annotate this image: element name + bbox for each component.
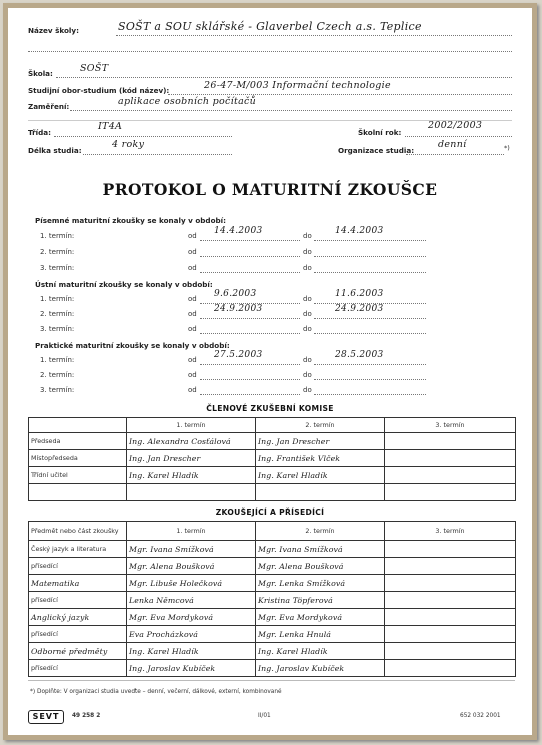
- do-value: 11.6.2003: [335, 289, 384, 299]
- date-line: [314, 394, 426, 395]
- date-line: [200, 379, 300, 380]
- name-cell: Ing. Karel Hladík: [127, 643, 256, 660]
- zamereni-line: [70, 110, 512, 111]
- name-cell: [385, 575, 516, 592]
- name-cell: Ing. Jaroslav Kubíček: [127, 660, 256, 677]
- subject-cell: Český jazyk a literatura: [29, 541, 127, 558]
- rok-value: 2002/2003: [428, 120, 483, 131]
- table-row: [29, 558, 516, 575]
- table-row: [29, 433, 516, 450]
- date-line: [314, 364, 426, 365]
- od-label: od: [188, 325, 197, 333]
- name-cell: Ing. Jan Drescher: [127, 450, 256, 467]
- do-label: do: [303, 386, 312, 394]
- table-header-cell: Předmět nebo část zkoušky: [29, 522, 127, 541]
- period-title-pisemne: Písemné maturitní zkoušky se konaly v období:: [35, 216, 226, 225]
- trida-line: [54, 136, 232, 137]
- name-cell: [127, 484, 256, 501]
- name-cell: [385, 660, 516, 677]
- table-row: [29, 541, 516, 558]
- date-line: [314, 333, 426, 334]
- name-cell: Mgr. Alena Boušková: [127, 558, 256, 575]
- name-cell: Ing. František Vlček: [256, 450, 385, 467]
- school-line-2: [28, 51, 512, 52]
- table-row: [29, 467, 516, 484]
- name-cell: [385, 450, 516, 467]
- skola-line: [56, 77, 512, 78]
- form-code-right: 652 032 2001: [460, 713, 501, 719]
- name-cell: Ing. Karel Hladík: [256, 643, 385, 660]
- date-line: [200, 394, 300, 395]
- name-cell: Mgr. Alena Boušková: [256, 558, 385, 575]
- organizace-label: Organizace studia:: [338, 146, 415, 155]
- name-cell: [385, 558, 516, 575]
- date-line: [200, 240, 300, 241]
- name-cell: [256, 484, 385, 501]
- date-line: [200, 272, 300, 273]
- do-label: do: [303, 356, 312, 364]
- protocol-page: [8, 8, 532, 735]
- table-header-cell: 3. termín: [385, 418, 516, 433]
- obor-value: 26-47-M/003 Informační technologie: [204, 80, 391, 91]
- komise-title: ČLENOVÉ ZKUŠEBNÍ KOMISE: [206, 404, 334, 413]
- do-label: do: [303, 232, 312, 240]
- school-label: Název školy:: [28, 26, 79, 35]
- obor-label: Studijní obor-studium (kód název):: [28, 86, 170, 95]
- name-cell: Kristina Töpferová: [256, 592, 385, 609]
- do-label: do: [303, 264, 312, 272]
- period-label: 1. termín:: [40, 295, 75, 303]
- school-value: SOŠT a SOU sklářské - Glaverbel Czech a.s. Teplice: [118, 20, 422, 33]
- table-header-cell: 2. termín: [256, 418, 385, 433]
- od-value: 14.4.2003: [214, 226, 263, 236]
- period-label: 1. termín:: [40, 232, 75, 240]
- subject-cell: Odborné předměty: [29, 643, 127, 660]
- period-label: 3. termín:: [40, 325, 75, 333]
- organizace-value: denní: [438, 139, 467, 150]
- role-cell: Místopředseda: [29, 450, 127, 467]
- table-header-cell: [29, 418, 127, 433]
- table-row: [29, 592, 516, 609]
- form-code-left: 49 258 2: [72, 713, 101, 719]
- do-value: 24.9.2003: [335, 304, 384, 314]
- rok-label: Školní rok:: [358, 128, 402, 137]
- organizace-mark: *): [504, 144, 510, 152]
- date-line: [314, 272, 426, 273]
- do-value: 14.4.2003: [335, 226, 384, 236]
- skola-label: Škola:: [28, 69, 53, 78]
- period-label: 3. termín:: [40, 264, 75, 272]
- period-label: 2. termín:: [40, 248, 75, 256]
- role-cell: Předseda: [29, 433, 127, 450]
- subject-cell: Anglický jazyk: [29, 609, 127, 626]
- name-cell: Mgr. Eva Mordyková: [127, 609, 256, 626]
- name-cell: Ing. Karel Hladík: [256, 467, 385, 484]
- date-line: [314, 379, 426, 380]
- name-cell: [385, 643, 516, 660]
- subject-cell: přísedící: [29, 626, 127, 643]
- date-line: [314, 240, 426, 241]
- name-cell: Mgr. Lenka Smížková: [256, 575, 385, 592]
- od-label: od: [188, 232, 197, 240]
- rok-line: [405, 136, 512, 137]
- delka-value: 4 roky: [112, 139, 145, 150]
- date-line: [200, 333, 300, 334]
- period-label: 2. termín:: [40, 310, 75, 318]
- page-title: PROTOKOL O MATURITNÍ ZKOUŠCE: [102, 180, 438, 199]
- name-cell: [385, 626, 516, 643]
- od-label: od: [188, 295, 197, 303]
- delka-line: [83, 154, 232, 155]
- name-cell: Mgr. Lenka Hnulá: [256, 626, 385, 643]
- name-cell: Ing. Alexandra Cosťálová: [127, 433, 256, 450]
- do-label: do: [303, 371, 312, 379]
- date-line: [200, 318, 300, 319]
- name-cell: Ing. Jaroslav Kubíček: [256, 660, 385, 677]
- od-label: od: [188, 248, 197, 256]
- name-cell: [385, 484, 516, 501]
- do-value: 28.5.2003: [335, 350, 384, 360]
- table-row: [29, 609, 516, 626]
- date-line: [200, 256, 300, 257]
- footnote: *) Doplňte: V organizaci studia uveďte – denní, večerní, dálkové, externí, kombinované: [30, 689, 282, 695]
- komise-table: [28, 417, 516, 501]
- date-line: [314, 318, 426, 319]
- delka-label: Délka studia:: [28, 146, 82, 155]
- od-label: od: [188, 356, 197, 364]
- od-value: 24.9.2003: [214, 304, 263, 314]
- table-header-row: [29, 522, 516, 541]
- page-number: II/01: [258, 713, 271, 719]
- name-cell: [385, 592, 516, 609]
- table-row: [29, 643, 516, 660]
- sevt-logo: SEVT: [28, 710, 64, 724]
- table-row: [29, 450, 516, 467]
- do-label: do: [303, 325, 312, 333]
- footer-divider: [28, 680, 515, 681]
- period-label: 2. termín:: [40, 371, 75, 379]
- header-divider: [28, 120, 512, 121]
- name-cell: Mgr. Eva Mordyková: [256, 609, 385, 626]
- name-cell: Ing. Karel Hladík: [127, 467, 256, 484]
- table-row: [29, 626, 516, 643]
- table-row: [29, 484, 516, 501]
- table-header-row: [29, 418, 516, 433]
- zamereni-label: Zaměření:: [28, 102, 70, 111]
- zamereni-value: aplikace osobních počítačů: [118, 96, 257, 107]
- od-label: od: [188, 264, 197, 272]
- obor-line: [168, 94, 512, 95]
- skola-value: SOŠT: [80, 63, 109, 74]
- name-cell: Lenka Němcová: [127, 592, 256, 609]
- period-title-ustni: Ústní maturitní zkoušky se konaly v období:: [35, 280, 213, 289]
- name-cell: Eva Procházková: [127, 626, 256, 643]
- period-title-prakticke: Praktické maturitní zkoušky se konaly v období:: [35, 341, 230, 350]
- od-label: od: [188, 310, 197, 318]
- role-cell: [29, 484, 127, 501]
- period-label: 3. termín:: [40, 386, 75, 394]
- date-line: [314, 256, 426, 257]
- name-cell: Mgr. Libuše Holečková: [127, 575, 256, 592]
- table-header-cell: 3. termín: [385, 522, 516, 541]
- table-header-cell: 1. termín: [127, 418, 256, 433]
- date-line: [200, 364, 300, 365]
- subject-cell: přísedící: [29, 660, 127, 677]
- do-label: do: [303, 295, 312, 303]
- name-cell: Mgr. Ivana Smížková: [256, 541, 385, 558]
- role-cell: Třídní učitel: [29, 467, 127, 484]
- od-value: 27.5.2003: [214, 350, 263, 360]
- name-cell: [385, 467, 516, 484]
- subject-cell: přísedící: [29, 558, 127, 575]
- school-line: [116, 35, 512, 36]
- name-cell: [385, 609, 516, 626]
- name-cell: Mgr. Ivana Smížková: [127, 541, 256, 558]
- table-row: [29, 575, 516, 592]
- do-label: do: [303, 248, 312, 256]
- trida-value: IT4A: [98, 121, 123, 132]
- od-label: od: [188, 371, 197, 379]
- od-value: 9.6.2003: [214, 289, 257, 299]
- table-row: [29, 660, 516, 677]
- zkousejici-title: ZKOUŠEJÍCÍ A PŘÍSEDÍCÍ: [215, 508, 325, 517]
- trida-label: Třída:: [28, 128, 51, 137]
- subject-cell: Matematika: [29, 575, 127, 592]
- period-label: 1. termín:: [40, 356, 75, 364]
- od-label: od: [188, 386, 197, 394]
- document-frame: [3, 3, 537, 740]
- name-cell: [385, 433, 516, 450]
- name-cell: [385, 541, 516, 558]
- subject-cell: přísedící: [29, 592, 127, 609]
- table-header-cell: 2. termín: [256, 522, 385, 541]
- name-cell: Ing. Jan Drescher: [256, 433, 385, 450]
- organizace-line: [406, 154, 504, 155]
- zkousejici-table: [28, 521, 516, 677]
- do-label: do: [303, 310, 312, 318]
- table-header-cell: 1. termín: [127, 522, 256, 541]
